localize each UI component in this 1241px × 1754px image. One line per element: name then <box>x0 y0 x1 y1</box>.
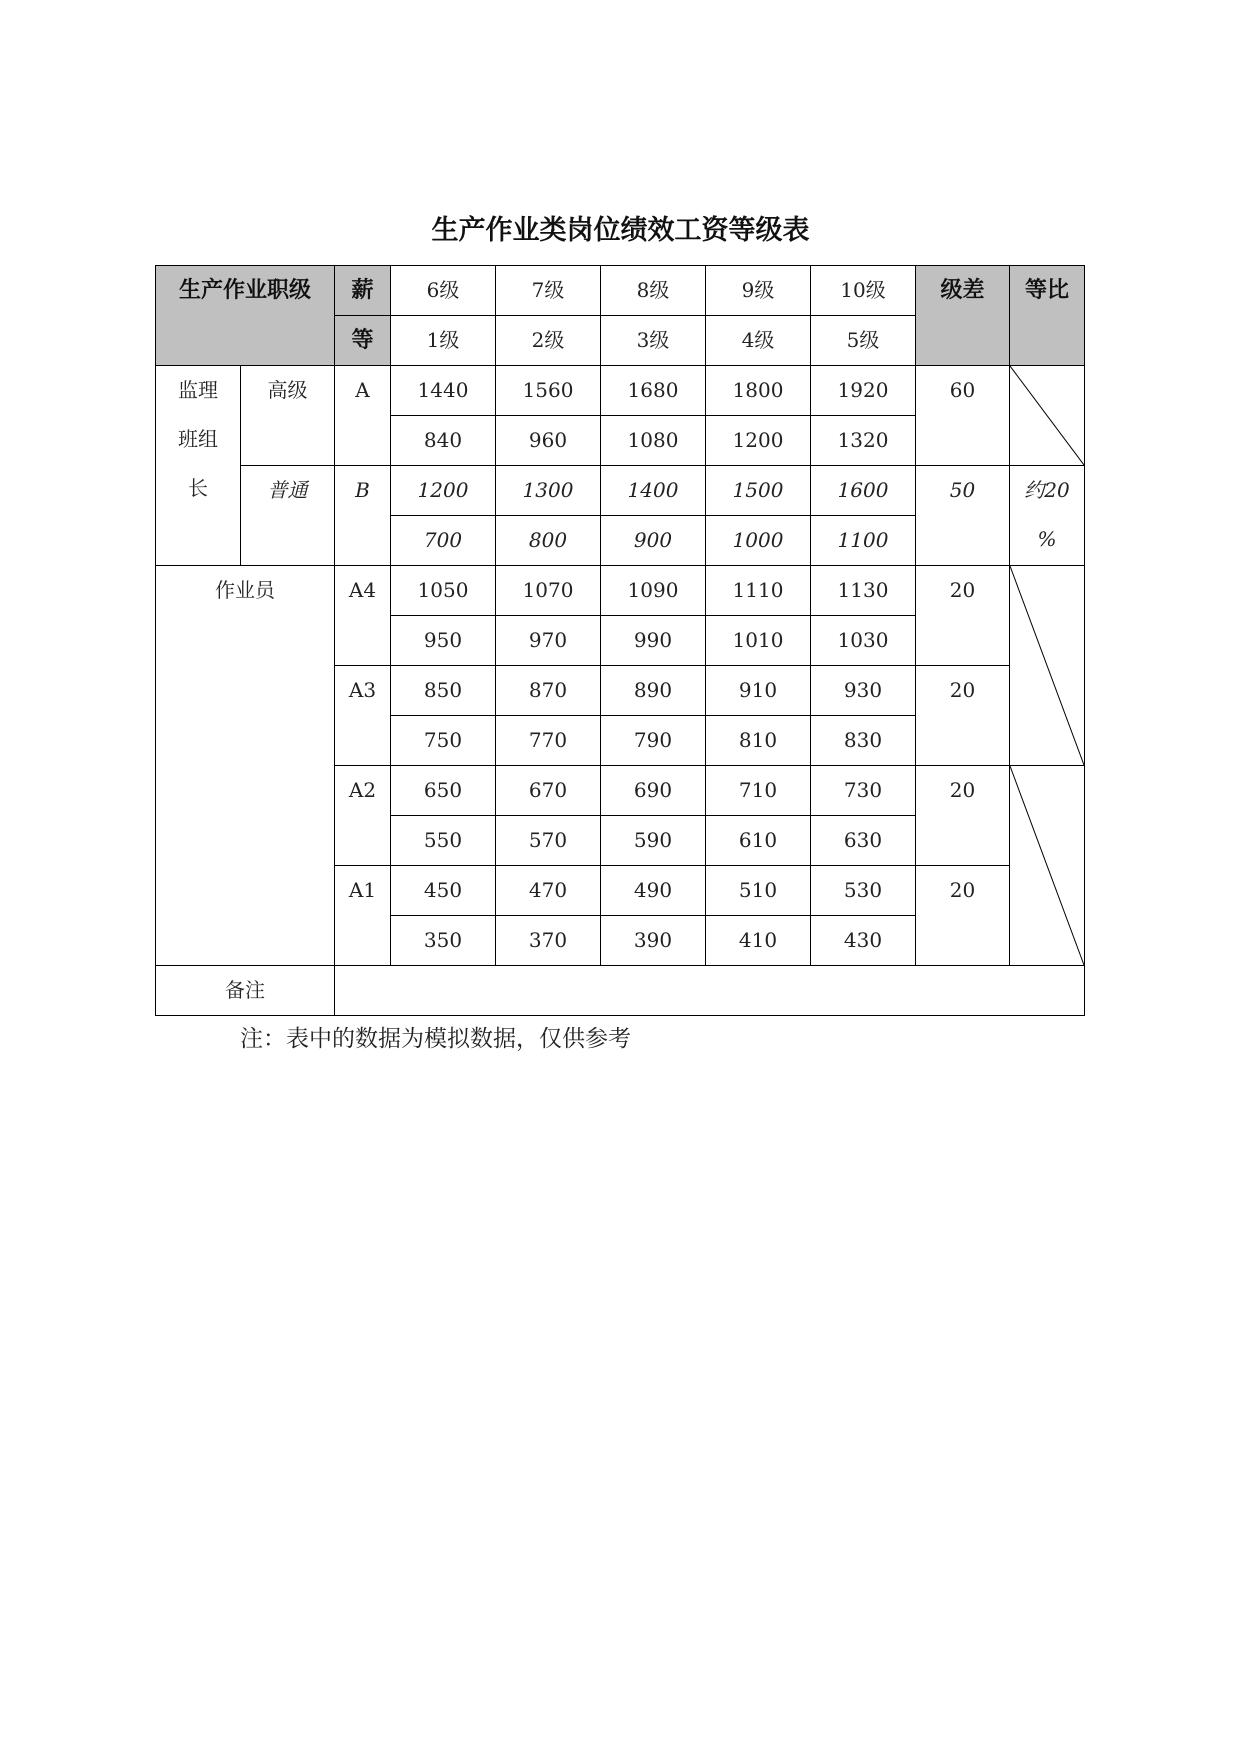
salary-cell: 750 <box>391 716 496 766</box>
salary-cell: 1320 <box>811 416 916 466</box>
diagonal-line <box>1010 766 1084 965</box>
supervisor-category-line: 监理 <box>178 378 218 402</box>
level-header: 2级 <box>496 316 601 366</box>
salary-cell: 410 <box>706 916 811 966</box>
pay-grade-cell: A <box>335 366 391 466</box>
salary-cell: 650 <box>391 766 496 816</box>
salary-cell: 1920 <box>811 366 916 416</box>
pay-grade-cell: B <box>335 466 391 566</box>
salary-cell: 790 <box>601 716 706 766</box>
salary-cell: 350 <box>391 916 496 966</box>
salary-cell: 590 <box>601 816 706 866</box>
salary-cell: 1440 <box>391 366 496 416</box>
level-header: 3级 <box>601 316 706 366</box>
salary-cell: 1600 <box>811 466 916 516</box>
salary-cell: 1400 <box>601 466 706 516</box>
ratio-empty-cell <box>1010 566 1085 766</box>
salary-cell: 570 <box>496 816 601 866</box>
ratio-empty-cell <box>1010 366 1085 466</box>
salary-cell: 770 <box>496 716 601 766</box>
salary-cell: 1800 <box>706 366 811 416</box>
salary-cell: 1030 <box>811 616 916 666</box>
table-row <box>156 366 1085 416</box>
operator-category-cell: 作业员 <box>156 566 335 966</box>
salary-cell: 470 <box>496 866 601 916</box>
salary-cell: 390 <box>601 916 706 966</box>
ratio-cell <box>1010 466 1085 566</box>
diagonal-line <box>1010 366 1084 465</box>
salary-cell: 890 <box>601 666 706 716</box>
salary-cell: 1010 <box>706 616 811 666</box>
level-header: 10级 <box>811 266 916 316</box>
level-diff-cell: 20 <box>916 666 1010 766</box>
salary-grade-table <box>155 265 1085 1016</box>
table-row <box>156 566 1085 616</box>
ratio-value: 约20 <box>1024 478 1070 502</box>
level-header: 4级 <box>706 316 811 366</box>
salary-cell: 800 <box>496 516 601 566</box>
salary-cell: 950 <box>391 616 496 666</box>
table-row <box>156 466 1085 516</box>
level-header: 1级 <box>391 316 496 366</box>
salary-cell: 870 <box>496 666 601 716</box>
footnote: 注：表中的数据为模拟数据，仅供参考 <box>240 1026 631 1052</box>
level-diff-cell: 20 <box>916 866 1010 966</box>
salary-cell: 450 <box>391 866 496 916</box>
level-header: 7级 <box>496 266 601 316</box>
salary-cell: 730 <box>811 766 916 816</box>
salary-cell: 1130 <box>811 566 916 616</box>
salary-cell: 1500 <box>706 466 811 516</box>
salary-cell: 1080 <box>601 416 706 466</box>
salary-cell: 1560 <box>496 366 601 416</box>
pay-grade-cell: A4 <box>335 566 391 666</box>
salary-cell: 970 <box>496 616 601 666</box>
supervisor-category-line: 班组 <box>178 427 218 451</box>
level-diff-cell: 20 <box>916 766 1010 866</box>
remarks-label: 备注 <box>156 966 335 1016</box>
job-grade-header: 生产作业职级 <box>156 266 335 366</box>
salary-cell: 1000 <box>706 516 811 566</box>
supervisor-category-cell <box>156 366 241 566</box>
salary-cell: 670 <box>496 766 601 816</box>
level-diff-cell: 60 <box>916 366 1010 466</box>
normal-label: 普通 <box>241 466 335 566</box>
salary-cell: 1090 <box>601 566 706 616</box>
level-diff-cell: 20 <box>916 566 1010 666</box>
level-header: 8级 <box>601 266 706 316</box>
salary-cell: 510 <box>706 866 811 916</box>
salary-cell: 990 <box>601 616 706 666</box>
salary-cell: 610 <box>706 816 811 866</box>
supervisor-category-line: 长 <box>188 476 208 500</box>
level-header: 9级 <box>706 266 811 316</box>
pay-grade-cell: A1 <box>335 866 391 966</box>
salary-cell: 1680 <box>601 366 706 416</box>
ratio-unit: % <box>1037 527 1057 551</box>
pay-grade-header-bottom: 等 <box>335 316 391 366</box>
salary-cell: 490 <box>601 866 706 916</box>
salary-cell: 550 <box>391 816 496 866</box>
salary-cell: 1050 <box>391 566 496 616</box>
salary-cell: 630 <box>811 816 916 866</box>
remarks-value <box>335 966 1085 1016</box>
header-row-1 <box>156 266 1085 316</box>
salary-cell: 1200 <box>391 466 496 516</box>
salary-cell: 1070 <box>496 566 601 616</box>
salary-cell: 700 <box>391 516 496 566</box>
salary-cell: 840 <box>391 416 496 466</box>
pay-grade-cell: A2 <box>335 766 391 866</box>
salary-cell: 430 <box>811 916 916 966</box>
level-diff-cell: 50 <box>916 466 1010 566</box>
salary-cell: 930 <box>811 666 916 716</box>
salary-cell: 810 <box>706 716 811 766</box>
ratio-header: 等比 <box>1010 266 1085 366</box>
salary-cell: 1200 <box>706 416 811 466</box>
salary-cell: 1110 <box>706 566 811 616</box>
salary-cell: 370 <box>496 916 601 966</box>
pay-grade-header-top: 薪 <box>335 266 391 316</box>
senior-label: 高级 <box>241 366 335 466</box>
ratio-empty-cell <box>1010 766 1085 966</box>
remarks-row <box>156 966 1085 1016</box>
page-title: 生产作业类岗位绩效工资等级表 <box>431 215 810 246</box>
salary-cell: 830 <box>811 716 916 766</box>
level-header: 5级 <box>811 316 916 366</box>
salary-cell: 910 <box>706 666 811 716</box>
salary-cell: 710 <box>706 766 811 816</box>
salary-cell: 900 <box>601 516 706 566</box>
level-header: 6级 <box>391 266 496 316</box>
level-diff-header: 级差 <box>916 266 1010 366</box>
diagonal-line <box>1010 566 1084 765</box>
salary-cell: 960 <box>496 416 601 466</box>
salary-cell: 850 <box>391 666 496 716</box>
salary-cell: 1100 <box>811 516 916 566</box>
salary-cell: 530 <box>811 866 916 916</box>
salary-cell: 1300 <box>496 466 601 516</box>
salary-cell: 690 <box>601 766 706 816</box>
pay-grade-cell: A3 <box>335 666 391 766</box>
